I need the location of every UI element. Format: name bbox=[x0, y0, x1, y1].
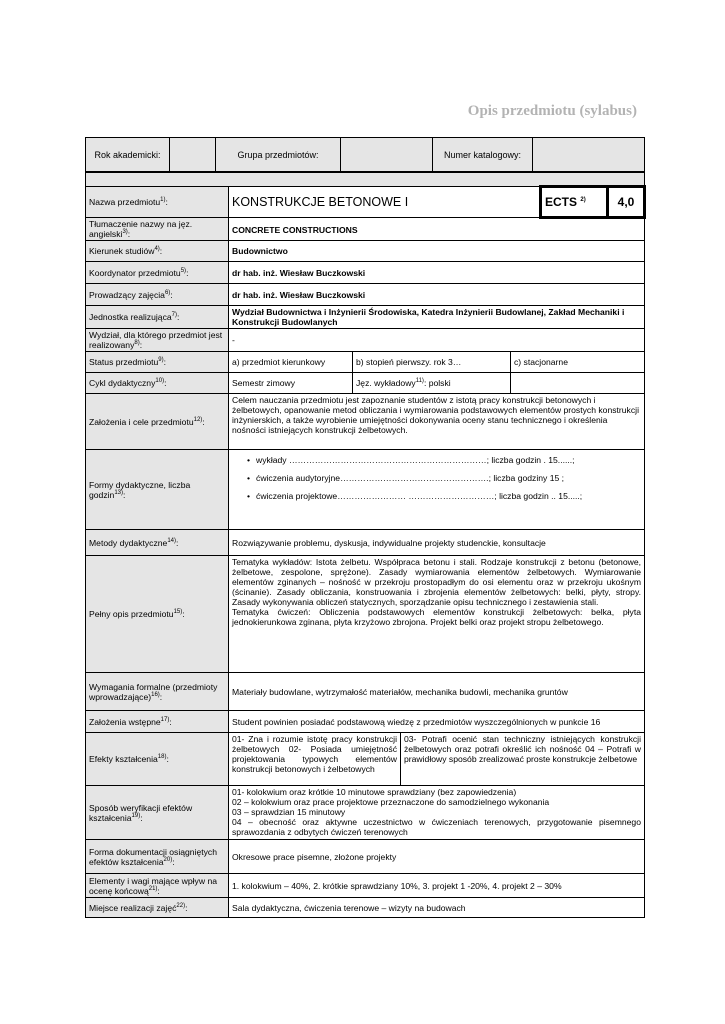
nazwa-sup: 1) bbox=[160, 197, 166, 204]
kierunek-value: Budownictwo bbox=[229, 241, 645, 262]
wydz-label: Wydział, dla którego przedmiot jest realizowany bbox=[89, 330, 223, 350]
page-heading: Opis przedmiotu (sylabus) bbox=[467, 103, 637, 119]
numer-label: Numer katalogowy: bbox=[433, 138, 533, 172]
prow-sup: 6) bbox=[164, 289, 171, 296]
sposob-cell bbox=[229, 786, 645, 840]
cykl-label: Cykl dydaktyczny bbox=[89, 378, 156, 388]
zalw-label: Założenia wstępne bbox=[89, 716, 161, 727]
course-name: KONSTRUKCJE BETONOWE I bbox=[229, 187, 541, 218]
zal-sup: 12) bbox=[193, 416, 203, 423]
metody-sup: 14) bbox=[167, 537, 177, 544]
prow-label: Prowadzący zajęcia bbox=[89, 289, 165, 300]
status-label-cell: Status przedmiotu$^{9)}$: bbox=[86, 352, 229, 373]
efekty-label: Efekty kształcenia bbox=[89, 754, 158, 764]
ects-value: 4,0 bbox=[608, 187, 645, 218]
sposob-line: 02 – kolokwium oraz prace projektowe przeznaczone do samodzielnego wykonania bbox=[232, 797, 550, 807]
elem-label: Elementy i wagi mające wpływ na ocenę końcową bbox=[89, 875, 218, 896]
cykl-label-cell: Cykl dydaktyczny$^{10)}$: bbox=[86, 373, 229, 394]
elem-value: 1. kolokwium – 40%, 2. krótkie sprawdziany 10%, 3. projekt 1 -20%, 4. projekt 2 – 30% bbox=[229, 874, 645, 898]
jezyk-empty bbox=[511, 373, 645, 394]
jedn-sup: 7) bbox=[171, 312, 177, 319]
kierunek-label-cell: Kierunek studiów$^{4)}$: bbox=[86, 241, 229, 262]
opis-label: Pełny opis przedmiotu bbox=[89, 609, 174, 619]
koord-label: Koordynator przedmiotu bbox=[89, 267, 181, 278]
status-c: c) stacjonarne bbox=[511, 352, 645, 373]
kierunek-sup: 4) bbox=[154, 246, 160, 253]
syllabus-table bbox=[85, 172, 646, 918]
forma-sup: 20) bbox=[163, 856, 173, 863]
sposob-line: 03 – sprawdzian 15 minutowy bbox=[232, 807, 346, 817]
forma-value: Okresowe prace pisemne, złożone projekty bbox=[229, 840, 645, 874]
elem-label-cell: Elementy i wagi mające wpływ na ocenę końcową$^{21)}$: bbox=[86, 874, 229, 898]
cykl-value: Semestr zimowy bbox=[229, 373, 353, 394]
header-table bbox=[85, 137, 645, 172]
forma-label: Forma dokumentacji osiągniętych efektów kształcenia bbox=[89, 846, 218, 867]
opis-cwicz: Tematyka ćwiczeń: Obliczenia podstawowych elementów konstrukcji żelbetowych: belka, płyta jednokierunkowa zginana, płyta krzyżowo zbrojona. Projekt belki oraz projekt stropu żelbetowego. bbox=[232, 607, 641, 627]
zalw-value: Student powinien posiadać podstawową wiedzę z przedmiotów wyszczególnionych w punkcie 16 bbox=[229, 711, 645, 733]
koord-label-cell: Koordynator przedmiotu$^{5)}$: bbox=[86, 262, 229, 284]
status-a: a) przedmiot kierunkowy bbox=[229, 352, 353, 373]
metody-label: Metody dydaktyczne bbox=[89, 537, 168, 548]
rok-label: Rok akademicki: bbox=[86, 138, 170, 172]
miejsce-label-cell: Miejsce realizacji zajęć$^{22)}$: bbox=[86, 898, 229, 918]
zalw-label-cell: Założenia wstępne$^{17)}$: bbox=[86, 711, 229, 733]
efekty-label-cell: Efekty kształcenia$^{18)}$: bbox=[86, 733, 229, 786]
wym-label: Wymagania formalne (przedmioty wprowadzające) bbox=[89, 681, 218, 702]
prow-label-cell: Prowadzący zajęcia$^{6)}$: bbox=[86, 284, 229, 306]
spacer-row bbox=[86, 173, 645, 187]
status-sup: 9) bbox=[158, 357, 164, 364]
prow-value: dr hab. inż. Wiesław Buczkowski bbox=[229, 284, 645, 306]
opis-wyklad: Tematyka wykładów: Istota żelbetu. Współpraca betonu i stali. Rodzaje konstrukcji z betonu (betonowe, żelbetowe, zespolone, sprężone). Zasady wymiarowania elementów żelbetowych. Wymiarowanie elementów zginanych – nośność w przekroju prostopadłym do osi elementu oraz w przekroju ukośnym (ścinanie). Zasady obliczania, konstruowania i zbrojenia elementów żelbetowych: belki, płyty, stropy. Zasady wykonywania obliczeń statycznych, sporządzanie opisu technicznego i zestawienia stali. bbox=[232, 557, 641, 607]
formy-sup: 13) bbox=[114, 489, 123, 496]
zalw-sup: 17) bbox=[160, 716, 170, 723]
zal-value: Celem nauczania przedmiotu jest zapoznanie studentów z istotą pracy konstrukcji betonowych i żelbetowych, opanowanie metod obliczania i wymiarowania podstawowych elementów prostych konstrukcji inżynierskich, a także wyrobienie umiejętności dokonywania oceny stanu technicznego i określenia nośności istniejących konstrukcji żelbetowych. bbox=[229, 394, 645, 450]
grupa-label: Grupa przedmiotów: bbox=[216, 138, 341, 172]
jezyk-sup: 11) bbox=[415, 378, 424, 385]
opis-label-cell: Pełny opis przedmiotu$^{15)}$: bbox=[86, 556, 229, 673]
wym-sup: 16) bbox=[151, 691, 160, 698]
formy-item: • wykłady ……………………………………………………………; liczba godzin . 15......; bbox=[257, 451, 641, 469]
opis-cell bbox=[229, 556, 645, 673]
ects-sup: 2) bbox=[580, 197, 586, 203]
wym-value: Materiały budowlane, wytrzymałość materiałów, mechanika budowli, mechanika gruntów bbox=[229, 673, 645, 711]
miejsce-label: Miejsce realizacji zajęć bbox=[89, 902, 177, 913]
tlum-label: Tłumaczenie nazwy na jęz. angielski bbox=[89, 219, 193, 239]
nazwa-label-cell: Nazwa przedmiotu$^{1)}$: bbox=[86, 187, 229, 218]
miejsce-value: Sala dydaktyczna, ćwiczenia terenowe – wizyty na budowach bbox=[229, 898, 645, 918]
jezyk-cell bbox=[353, 373, 511, 394]
jezyk-post: : polski bbox=[423, 378, 451, 388]
miejsce-sup: 22) bbox=[176, 902, 186, 909]
formy-item: • ćwiczenia audytoryjne…………………………………………….; liczba godziny 15 ; bbox=[257, 469, 641, 487]
tlum-label-cell: Tłumaczenie nazwy na jęz. angielski$^{3)}$: bbox=[86, 218, 229, 241]
elem-sup: 21) bbox=[148, 885, 158, 892]
tlum-sup: 3) bbox=[122, 229, 128, 236]
formy-label: Formy dydaktyczne, liczba godzin bbox=[89, 479, 191, 500]
numer-value bbox=[533, 138, 645, 172]
ects-label-cell bbox=[541, 187, 608, 218]
status-label: Status przedmiotu bbox=[89, 357, 159, 367]
wym-label-cell: Wymagania formalne (przedmioty wprowadzające)$^{16)}$: bbox=[86, 673, 229, 711]
koord-sup: 5) bbox=[180, 267, 187, 274]
wydz-sup: 8) bbox=[134, 340, 140, 347]
formy-item: • ćwiczenia projektowe…………………… …………………………; liczba godzin .. 15.....; bbox=[257, 487, 641, 505]
metody-label-cell: Metody dydaktyczne$^{14)}$: bbox=[86, 530, 229, 556]
kierunek-label: Kierunek studiów bbox=[89, 246, 155, 256]
jedn-value: Wydział Budownictwa i Inżynierii Środowiska, Katedra Inżynierii Budowlanej, Zakład Mechaniki i Konstrukcji Budowlanych bbox=[229, 306, 645, 329]
nazwa-label: Nazwa przedmiotu bbox=[89, 197, 161, 207]
status-b: b) stopień pierwszy. rok 3… bbox=[353, 352, 511, 373]
formy-list bbox=[245, 451, 641, 505]
jedn-label: Jednostka realizująca bbox=[89, 312, 172, 322]
efekty-sup: 18) bbox=[157, 754, 167, 761]
zal-label: Założenia i cele przedmiotu bbox=[89, 416, 194, 427]
grupa-value bbox=[341, 138, 433, 172]
sposob-label: Sposób weryfikacji efektów kształcenia bbox=[89, 802, 193, 823]
cykl-sup: 10) bbox=[155, 378, 165, 385]
koord-value: dr hab. inż. Wiesław Buczkowski bbox=[229, 262, 645, 284]
ects-label: ECTS bbox=[545, 195, 578, 209]
metody-value: Rozwiązywanie problemu, dyskusja, indywidualne projekty studenckie, konsultacje bbox=[229, 530, 645, 556]
tlum-value: CONCRETE CONSTRUCTIONS bbox=[229, 218, 645, 241]
efekty-left: 01- Zna i rozumie istotę pracy konstrukcji żelbetowych 02- Posiada umiejętność projektowania typowych elementów konstrukcji betonowych i żelbetowych bbox=[229, 733, 401, 786]
forma-label-cell: Forma dokumentacji osiągniętych efektów kształcenia$^{20)}$: bbox=[86, 840, 229, 874]
sposob-line: 04 – obecność oraz aktywne uczestnictwo w ćwiczeniach terenowych, przygotowanie pisemnego sprawozdania z odbytych ćwiczeń terenowych bbox=[232, 817, 641, 837]
zal-label-cell: Założenia i cele przedmiotu$^{12)}$: bbox=[86, 394, 229, 450]
formy-cell bbox=[229, 450, 645, 530]
wydz-label-cell: Wydział, dla którego przedmiot jest realizowany$^{8)}$: bbox=[86, 329, 229, 352]
formy-label-cell: Formy dydaktyczne, liczba godzin$^{13)}$: bbox=[86, 450, 229, 530]
jezyk-pre: Jęz. wykładowy bbox=[356, 378, 416, 388]
wydz-value: - bbox=[229, 329, 645, 352]
efekty-right: 03- Potrafi ocenić stan techniczny istniejących konstrukcji żelbetowych oraz potrafi określić ich nośność 04 – Potrafi w prawidłowy sposób zrealizować proste konstrukcje żelbetowe bbox=[401, 733, 645, 786]
sposob-sup: 19) bbox=[131, 812, 141, 819]
opis-sup: 15) bbox=[173, 609, 183, 616]
sposob-line: 01- kolokwium oraz krótkie 10 minutowe sprawdziany (bez zapowiedzenia) bbox=[232, 787, 517, 797]
rok-value bbox=[170, 138, 216, 172]
sposob-label-cell: Sposób weryfikacji efektów kształcenia$^{19)}$: bbox=[86, 786, 229, 840]
jedn-label-cell: Jednostka realizująca$^{7)}$: bbox=[86, 306, 229, 329]
